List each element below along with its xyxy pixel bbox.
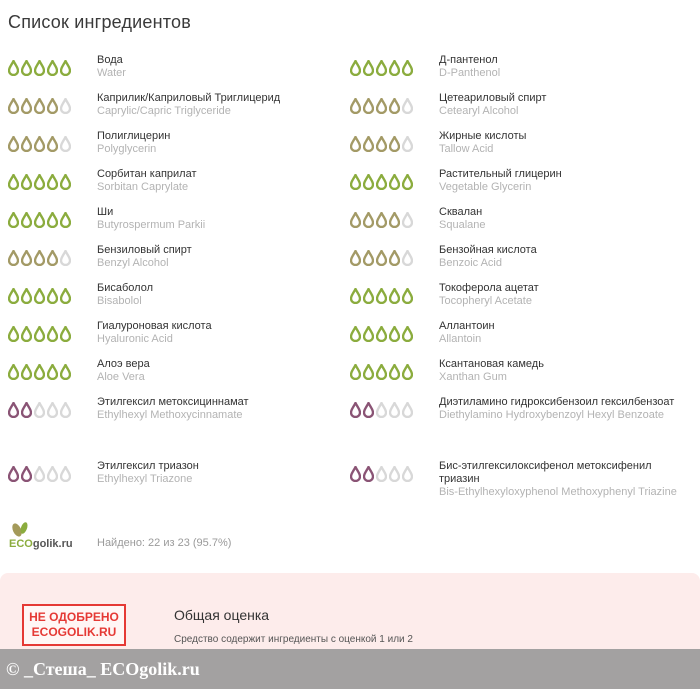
ingredient-name-ru: Бис-этилгексилоксифенол метоксифенил триазин (439, 460, 652, 485)
drop-icon-filled (8, 98, 19, 114)
drop-icon-filled (389, 174, 400, 190)
drop-icon-filled (34, 326, 45, 342)
ingredient-name-en: Water (97, 67, 126, 79)
drop-icon-empty (376, 466, 387, 482)
drop-icon-filled (363, 136, 374, 152)
drop-icon-filled (47, 288, 58, 304)
drop-icon-filled (47, 174, 58, 190)
drop-icon-filled (60, 326, 71, 342)
ingredient-name-en: Tallow Acid (439, 143, 494, 155)
ingredient-item[interactable] (0, 242, 350, 280)
safety-rating (8, 174, 71, 190)
ingredient-item[interactable] (0, 458, 350, 530)
ingredient-name-en: Squalane (439, 219, 486, 231)
drop-icon-filled (60, 60, 71, 76)
drop-icon-filled (60, 288, 71, 304)
drop-icon-filled (350, 288, 361, 304)
drop-icon-filled (376, 326, 387, 342)
drop-icon-filled (363, 326, 374, 342)
ingredient-name-ru: Бензиловый спирт (97, 244, 192, 256)
drop-icon-filled (21, 288, 32, 304)
drop-icon-empty (34, 466, 45, 482)
ingredient-name-en: Xanthan Gum (439, 371, 507, 383)
drop-icon-filled (8, 402, 19, 418)
ingredient-names (439, 358, 689, 384)
ingredient-row (0, 280, 700, 318)
ingredient-names (97, 320, 347, 346)
ingredient-name-ru: Ши (97, 206, 114, 218)
ingredient-names (439, 130, 689, 156)
drop-icon-filled (376, 364, 387, 380)
drop-icon-filled (376, 212, 387, 228)
drop-icon-filled (389, 212, 400, 228)
safety-rating (8, 288, 71, 304)
drop-icon-filled (8, 250, 19, 266)
drop-icon-filled (389, 250, 400, 266)
drop-icon-filled (21, 364, 32, 380)
safety-rating (8, 212, 71, 228)
ingredient-item[interactable] (342, 204, 692, 242)
ingredient-name-en: Bisabolol (97, 295, 142, 307)
ingredient-name-en: Vegetable Glycerin (439, 181, 532, 193)
ingredient-names (97, 92, 347, 118)
ingredient-row (0, 458, 700, 530)
safety-rating (8, 136, 71, 152)
ingredient-item[interactable] (0, 394, 350, 458)
drop-icon-empty (402, 466, 413, 482)
drop-icon-filled (363, 466, 374, 482)
drop-icon-filled (34, 174, 45, 190)
drop-icon-filled (363, 174, 374, 190)
ingredient-name-en: Polyglycerin (97, 143, 157, 155)
drop-icon-filled (34, 250, 45, 266)
drop-icon-filled (376, 250, 387, 266)
ingredient-names (97, 130, 347, 156)
drop-icon-filled (47, 250, 58, 266)
safety-rating (8, 364, 71, 380)
ingredient-row (0, 166, 700, 204)
found-count: Найдено: 22 из 23 (95.7%) (97, 537, 232, 549)
drop-icon-filled (376, 60, 387, 76)
drop-icon-filled (34, 288, 45, 304)
drop-icon-empty (47, 466, 58, 482)
ingredient-row (0, 242, 700, 280)
ingredient-name-ru: Цетеариловый спирт (439, 92, 547, 104)
drop-icon-empty (402, 212, 413, 228)
drop-icon-filled (21, 136, 32, 152)
ingredient-names (97, 244, 347, 270)
drop-icon-filled (363, 212, 374, 228)
ingredient-names (97, 206, 347, 232)
ingredient-name-en: Benzyl Alcohol (97, 257, 169, 269)
safety-rating (350, 250, 413, 266)
drop-icon-filled (47, 212, 58, 228)
ingredient-item[interactable] (0, 318, 350, 356)
drop-icon-filled (60, 212, 71, 228)
safety-rating (350, 174, 413, 190)
drop-icon-empty (60, 136, 71, 152)
ingredient-name-ru: Сквалан (439, 206, 483, 218)
drop-icon-filled (389, 326, 400, 342)
ingredient-name-en: Sorbitan Caprylate (97, 181, 189, 193)
ingredient-item[interactable] (342, 280, 692, 318)
drop-icon-filled (402, 364, 413, 380)
ingredient-names (439, 282, 689, 308)
ingredient-name-en: Benzoic Acid (439, 257, 502, 269)
drop-icon-filled (34, 212, 45, 228)
safety-rating (350, 364, 413, 380)
logo-text (9, 538, 73, 550)
drop-icon-empty (34, 402, 45, 418)
drop-icon-filled (402, 60, 413, 76)
drop-icon-filled (376, 98, 387, 114)
ingredient-name-ru: Этилгексил метоксициннамат (97, 396, 249, 408)
drop-icon-filled (350, 364, 361, 380)
overall-score-title: Общая оценка (174, 607, 270, 623)
ingredient-name-en: Bis-Ethylhexyloxyphenol Methoxyphenyl Triazine (439, 486, 677, 498)
ingredient-names (97, 54, 347, 80)
ingredient-item[interactable] (0, 166, 350, 204)
drop-icon-filled (350, 402, 361, 418)
drop-icon-filled (21, 402, 32, 418)
drop-icon-filled (402, 288, 413, 304)
drop-icon-filled (402, 326, 413, 342)
drop-icon-filled (363, 364, 374, 380)
safety-rating (350, 136, 413, 152)
ingredient-names (439, 168, 689, 194)
drop-icon-filled (8, 60, 19, 76)
drop-icon-empty (402, 402, 413, 418)
ingredient-name-ru: Д-пантенол (439, 54, 498, 66)
ingredient-name-ru: Токоферола ацетат (439, 282, 539, 294)
ingredient-item[interactable] (342, 128, 692, 166)
ingredient-row (0, 204, 700, 242)
drop-icon-empty (376, 402, 387, 418)
safety-rating (8, 250, 71, 266)
ingredient-item[interactable] (342, 394, 692, 458)
ingredient-names (439, 54, 689, 80)
ingredient-names (97, 282, 347, 308)
drop-icon-empty (60, 98, 71, 114)
drop-icon-filled (376, 136, 387, 152)
drop-icon-filled (350, 174, 361, 190)
copyright-watermark: © _Стеша_ ECOgolik.ru (0, 649, 700, 689)
safety-rating (350, 288, 413, 304)
drop-icon-empty (402, 250, 413, 266)
drop-icon-filled (350, 326, 361, 342)
drop-icon-filled (363, 250, 374, 266)
ingredient-name-en: Tocopheryl Acetate (439, 295, 532, 307)
drop-icon-filled (34, 60, 45, 76)
ingredient-names (97, 358, 347, 384)
ingredient-name-en: Hyaluronic Acid (97, 333, 173, 345)
drop-icon-filled (389, 364, 400, 380)
ingredient-row (0, 394, 700, 458)
ingredient-name-en: Cetearyl Alcohol (439, 105, 519, 117)
drop-icon-filled (34, 136, 45, 152)
ingredient-name-en: Caprylic/Capric Triglyceride (97, 105, 231, 117)
drop-icon-filled (21, 326, 32, 342)
ingredient-item[interactable] (342, 458, 692, 530)
drop-icon-filled (8, 136, 19, 152)
ingredient-names (439, 244, 689, 270)
safety-rating (8, 60, 71, 76)
drop-icon-filled (350, 60, 361, 76)
drop-icon-filled (8, 174, 19, 190)
drop-icon-filled (8, 364, 19, 380)
ingredient-item[interactable] (0, 128, 350, 166)
drop-icon-filled (60, 174, 71, 190)
ingredient-item[interactable] (342, 356, 692, 394)
ingredient-item[interactable] (342, 242, 692, 280)
ingredient-name-ru: Сорбитан каприлат (97, 168, 197, 180)
drop-icon-filled (47, 326, 58, 342)
safety-rating (350, 402, 413, 418)
drop-icon-filled (363, 60, 374, 76)
ingredient-name-ru: Полиглицерин (97, 130, 171, 142)
safety-rating (350, 326, 413, 342)
safety-rating (350, 60, 413, 76)
ingredient-item[interactable] (0, 280, 350, 318)
ingredient-name-ru: Этилгексил триазон (97, 460, 199, 472)
ingredient-row (0, 52, 700, 90)
drop-icon-filled (8, 466, 19, 482)
ingredient-names (97, 460, 347, 486)
ingredient-grid (0, 52, 700, 530)
ingredient-names (97, 168, 347, 194)
ingredient-row (0, 356, 700, 394)
ingredient-names (439, 396, 689, 422)
ingredient-name-ru: Жирные кислоты (439, 130, 527, 142)
drop-icon-empty (60, 402, 71, 418)
ingredient-name-ru: Бензойная кислота (439, 244, 537, 256)
drop-icon-filled (350, 466, 361, 482)
drop-icon-empty (47, 402, 58, 418)
ingredient-name-ru: Бисаболол (97, 282, 153, 294)
ingredient-name-en: Diethylamino Hydroxybenzoyl Hexyl Benzoate (439, 409, 664, 421)
drop-icon-filled (350, 98, 361, 114)
not-approved-stamp (22, 604, 126, 646)
safety-rating (8, 466, 71, 482)
drop-icon-filled (389, 136, 400, 152)
ingredient-item[interactable] (342, 52, 692, 90)
drop-icon-filled (8, 212, 19, 228)
safety-rating (350, 98, 413, 114)
drop-icon-filled (389, 60, 400, 76)
logo-text-eco: ECO (9, 538, 33, 550)
ingredient-name-ru: Алоэ вера (97, 358, 150, 370)
ingredient-row (0, 318, 700, 356)
drop-icon-empty (389, 402, 400, 418)
drop-icon-empty (60, 250, 71, 266)
safety-rating (8, 402, 71, 418)
drop-icon-filled (21, 250, 32, 266)
ingredient-name-en: Ethylhexyl Triazone (97, 473, 193, 485)
drop-icon-filled (60, 364, 71, 380)
ingredient-name-ru: Диэтиламино гидроксибензоил гексилбензоат (439, 396, 675, 408)
drop-icon-filled (350, 250, 361, 266)
drop-icon-filled (350, 136, 361, 152)
drop-icon-empty (402, 98, 413, 114)
overall-score-note: Средство содержит ингредиенты с оценкой 1 или 2 (174, 634, 413, 645)
drop-icon-filled (47, 98, 58, 114)
drop-icon-empty (389, 466, 400, 482)
drop-icon-filled (21, 174, 32, 190)
safety-rating (8, 326, 71, 342)
stamp-line-1: НЕ ОДОБРЕНО (29, 610, 119, 624)
ingredient-names (97, 396, 347, 422)
drop-icon-filled (47, 364, 58, 380)
ingredient-names (439, 206, 689, 232)
drop-icon-filled (47, 60, 58, 76)
ingredient-name-ru: Вода (97, 54, 123, 66)
stamp-line-2: ECOGOLIK.RU (31, 625, 117, 639)
drop-icon-filled (376, 174, 387, 190)
drop-icon-filled (21, 98, 32, 114)
drop-icon-filled (47, 136, 58, 152)
drop-icon-filled (389, 98, 400, 114)
drop-icon-filled (389, 288, 400, 304)
drop-icon-filled (34, 364, 45, 380)
ingredient-name-ru: Ксантановая камедь (439, 358, 544, 370)
drop-icon-filled (363, 288, 374, 304)
drop-icon-filled (21, 60, 32, 76)
ingredient-name-ru: Аллантоин (439, 320, 495, 332)
drop-icon-filled (8, 326, 19, 342)
ingredient-item[interactable] (0, 90, 350, 128)
ingredient-names (439, 320, 689, 346)
drop-icon-filled (363, 402, 374, 418)
safety-rating (350, 212, 413, 228)
ingredient-item[interactable] (342, 166, 692, 204)
safety-rating (8, 98, 71, 114)
ingredient-name-en: Butyrospermum Parkii (97, 219, 206, 231)
ingredient-item[interactable] (342, 90, 692, 128)
ecogolik-logo (8, 522, 86, 550)
ingredient-name-en: Ethylhexyl Methoxycinnamate (97, 409, 243, 421)
ingredient-row (0, 90, 700, 128)
logo-text-rest: golik.ru (32, 538, 73, 550)
drop-icon-filled (376, 288, 387, 304)
ingredient-name-ru: Растительный глицерин (439, 168, 562, 180)
ingredient-names (439, 92, 689, 118)
source-row (8, 522, 308, 552)
ingredient-name-en: D-Panthenol (439, 67, 501, 79)
ingredient-item[interactable] (0, 52, 350, 90)
ingredient-item[interactable] (342, 318, 692, 356)
drop-icon-empty (402, 136, 413, 152)
drop-icon-filled (402, 174, 413, 190)
ingredient-item[interactable] (0, 204, 350, 242)
drop-icon-filled (34, 98, 45, 114)
drop-icon-filled (350, 212, 361, 228)
drop-icon-filled (363, 98, 374, 114)
ingredient-row (0, 128, 700, 166)
ingredient-name-en: Allantoin (439, 333, 482, 345)
safety-rating (350, 466, 413, 482)
ingredient-names (439, 460, 689, 499)
drop-icon-filled (21, 212, 32, 228)
drop-icon-empty (60, 466, 71, 482)
page-title: Список ингредиентов (8, 12, 192, 32)
ingredient-name-ru: Гиалуроновая кислота (97, 320, 212, 332)
drop-icon-filled (21, 466, 32, 482)
ingredient-name-en: Aloe Vera (97, 371, 145, 383)
ingredient-name-ru: Каприлик/Каприловый Триглицерид (97, 92, 281, 104)
ingredient-item[interactable] (0, 356, 350, 394)
drop-icon-filled (8, 288, 19, 304)
